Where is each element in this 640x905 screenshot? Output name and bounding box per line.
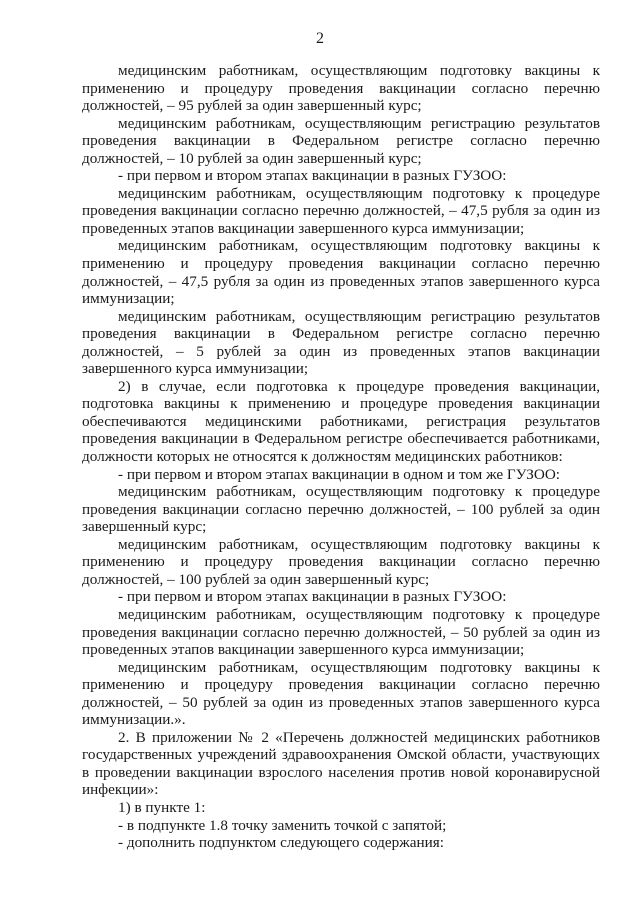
paragraph: медицинским работникам, осуществляющим регистрацию результатов проведения вакцинации в Федеральном регистре согласно перечню должностей, – 5 рублей за один из проведенных этапов вакцинации завершенного курса иммунизации;: [82, 307, 600, 378]
paragraph: медицинским работникам, осуществляющим регистрацию результатов проведения вакцинации в Федеральном регистре согласно перечню должностей, – 10 рублей за один завершенный курс;: [82, 114, 600, 167]
paragraph: 2) в случае, если подготовка к процедуре проведения вакцинации, подготовка вакцины к применению и процедуре проведения вакцинации обеспечиваются медицинскими работниками, регистрация результатов проведения вакцинации в Федеральном регистре обеспечивается работниками, должности которых не относятся к должностям медицинских работников:: [82, 377, 600, 466]
paragraph: медицинским работникам, осуществляющим подготовку вакцины к применению и процедуру проведения вакцинации согласно перечню должностей, – 95 рублей за один завершенный курс;: [82, 62, 600, 115]
paragraph: медицинским работникам, осуществляющим подготовку к процедуре проведения вакцинации согласно перечню должностей, – 47,5 рубля за один из проведенных этапов вакцинации завершенного курса иммунизации;: [82, 184, 600, 237]
paragraph: - в подпункте 1.8 точку заменить точкой с запятой;: [118, 816, 447, 834]
paragraph: медицинским работникам, осуществляющим подготовку вакцины к применению и процедуру проведения вакцинации согласно перечню должностей, – 100 рублей за один завершенный курс;: [82, 535, 600, 588]
paragraph: медицинским работникам, осуществляющим подготовку к процедуре проведения вакцинации согласно перечню должностей, – 50 рублей за один из проведенных этапов вакцинации завершенного курса иммунизации;: [82, 605, 600, 659]
paragraph: - дополнить подпунктом следующего содержания:: [118, 834, 444, 852]
paragraph: - при первом и втором этапах вакцинации в одном и том же ГУЗОО:: [118, 465, 561, 483]
paragraph: 2. В приложении № 2 «Перечень должностей медицинских работников государственных учреждений здравоохранения Омской области, участвующих в проведении вакцинации взрослого населения против новой коронавирусной инфекции»:: [82, 728, 600, 799]
paragraph: медицинским работникам, осуществляющим подготовку вакцины к применению и процедуру проведения вакцинации согласно перечню должностей, – 50 рублей за один из проведенных этапов завершенного курса иммунизации.».: [82, 658, 600, 729]
paragraph: - при первом и втором этапах вакцинации в разных ГУЗОО:: [118, 167, 507, 185]
paragraph: 1) в пункте 1:: [118, 798, 206, 816]
paragraph: медицинским работникам, осуществляющим подготовку к процедуре проведения вакцинации согласно перечню должностей, – 100 рублей за один завершенный курс;: [82, 483, 600, 536]
page-number: 2: [316, 30, 324, 47]
paragraph: - при первом и втором этапах вакцинации в разных ГУЗОО:: [118, 588, 507, 606]
paragraph: медицинским работникам, осуществляющим подготовку вакцины к применению и процедуру проведения вакцинации согласно перечню должностей, – 47,5 рубля за один из проведенных этапов завершенного курса иммунизации;: [82, 237, 600, 308]
document-body: [82, 62, 600, 852]
